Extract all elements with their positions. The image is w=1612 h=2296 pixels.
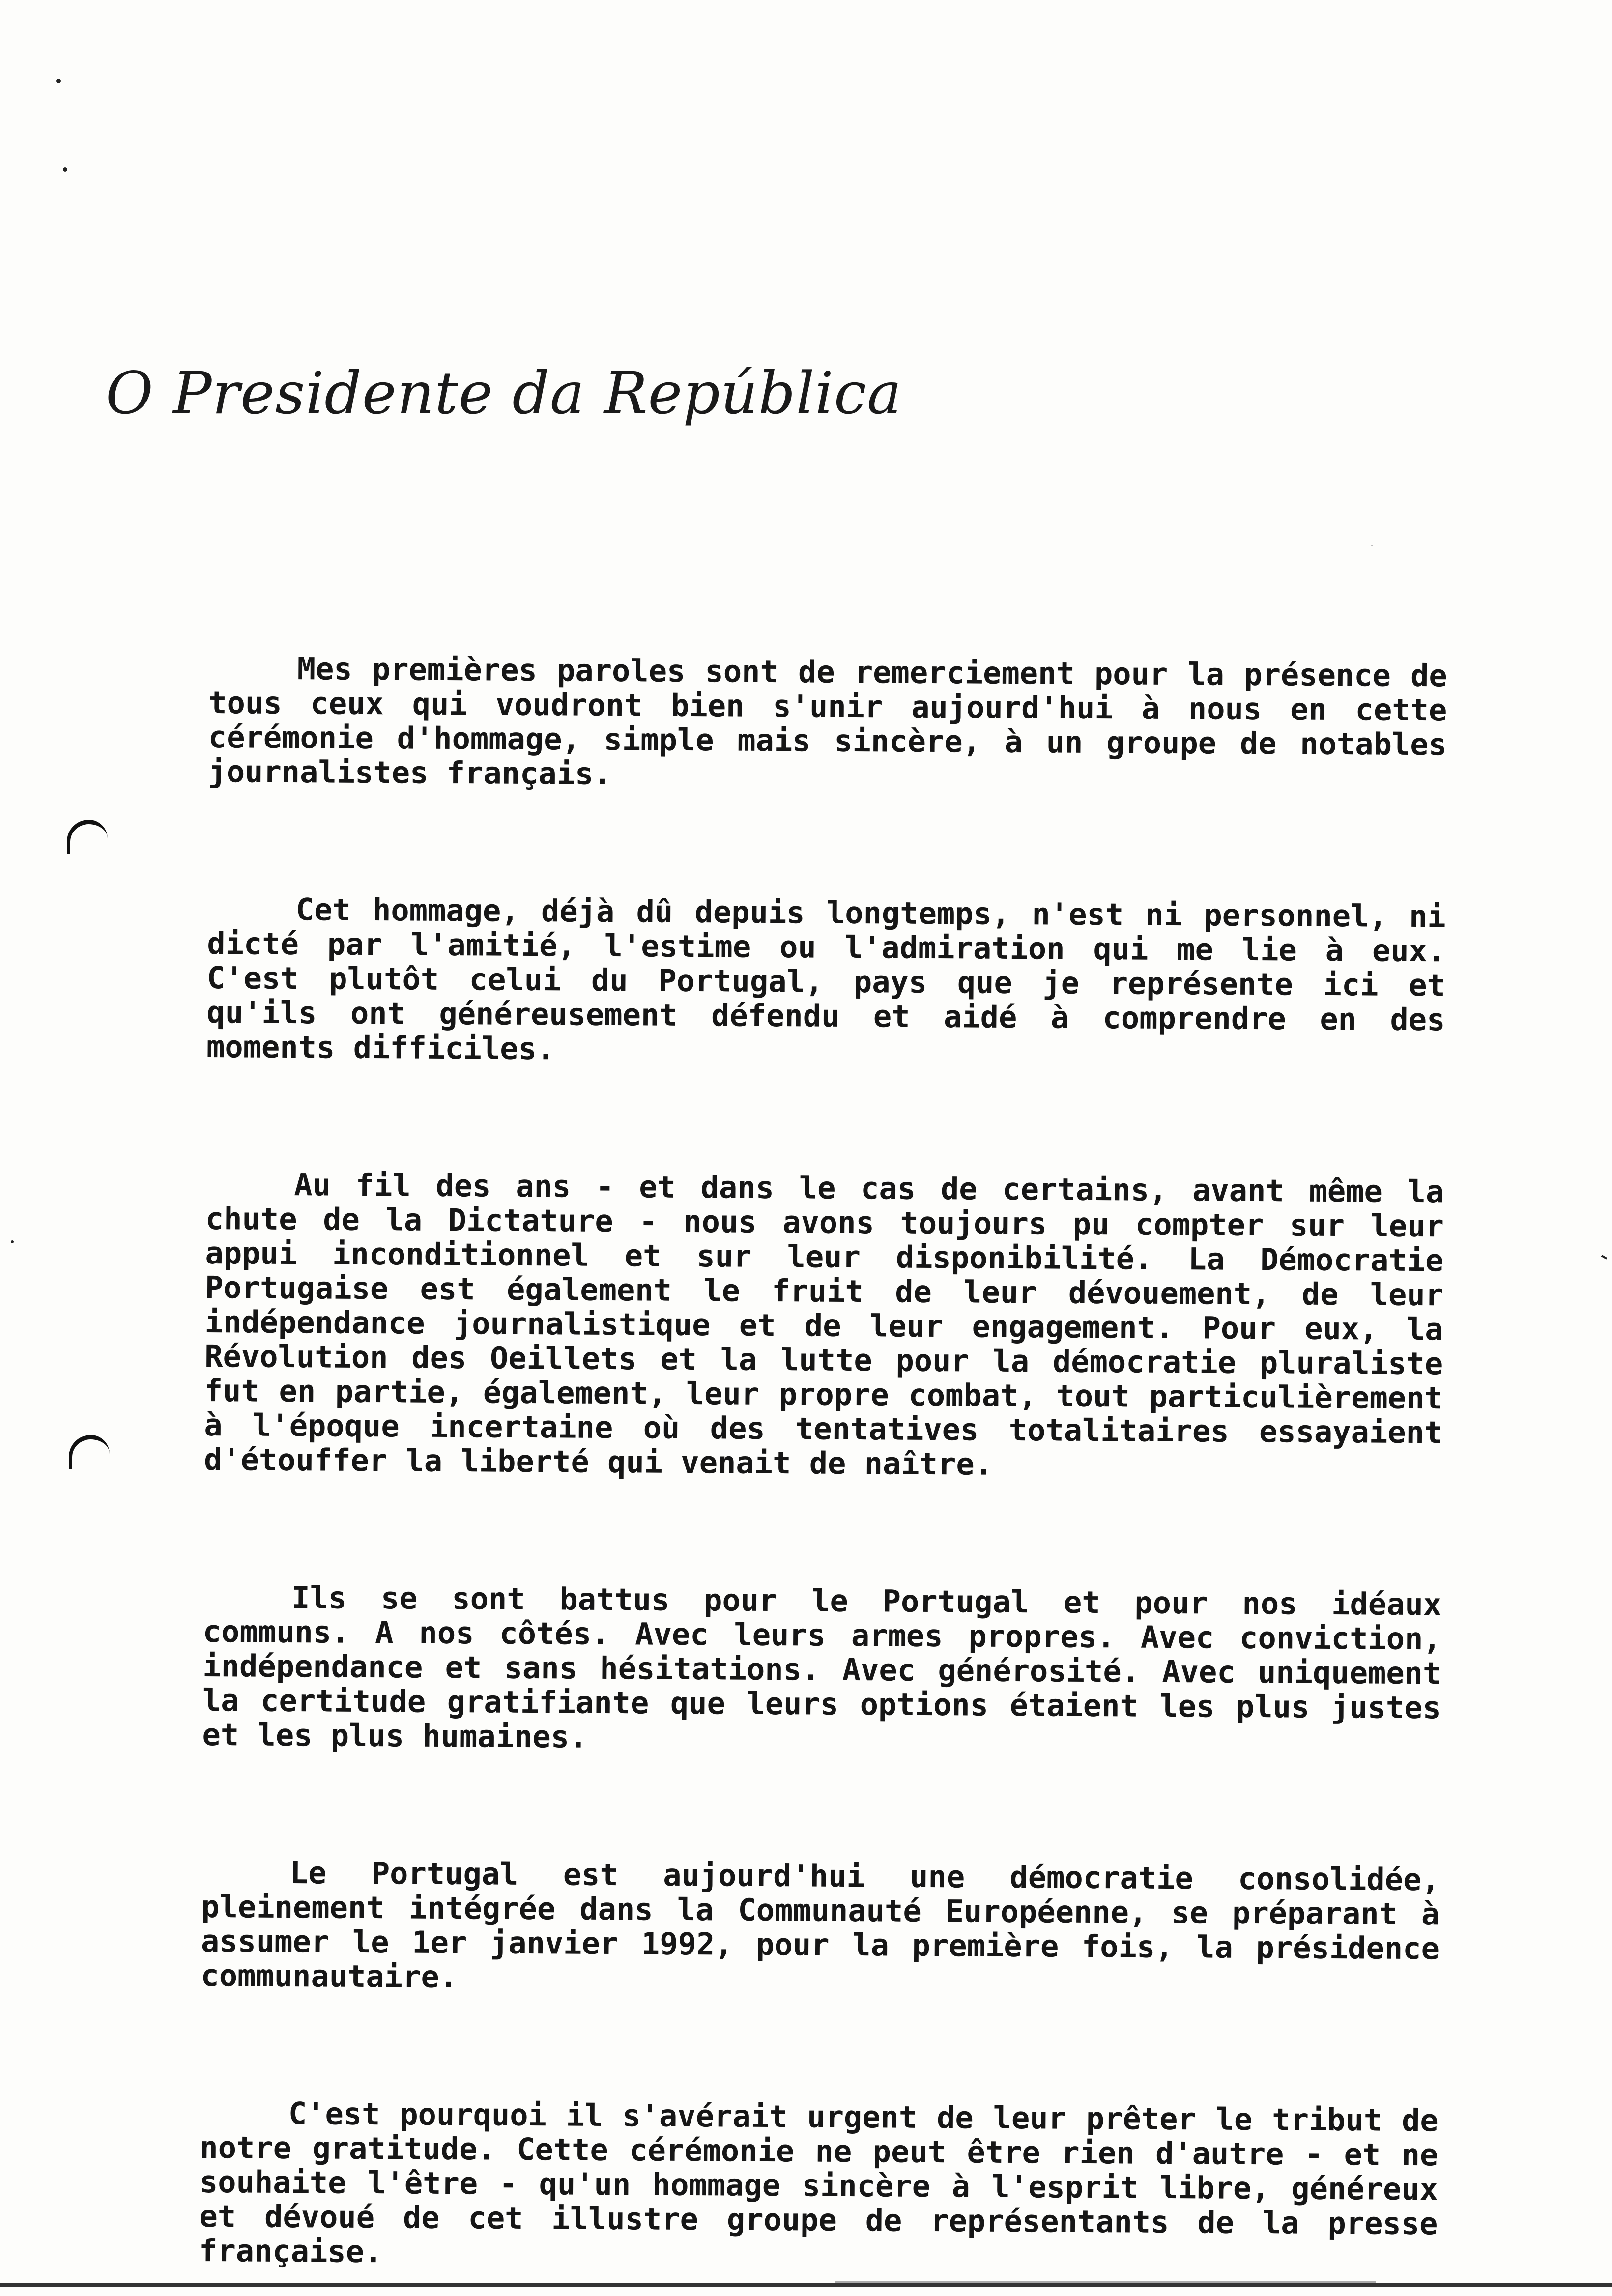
paragraph-homage: Cet hommage, déjà dû depuis longtemps, n'est ni personnel, ni dicté par l'amitié, l'estime ou l'admiration qui me lie à eux. C'est plutôt celui du Portugal, pays que je représente ici et qu'ils ont généreusement défendu et aidé à comprendre en des moments difficiles.: [206, 891, 1446, 1067]
hole-punch-mark-top: [67, 820, 108, 854]
scan-speck: [1371, 545, 1373, 546]
letterhead-title: O Presidente da República: [106, 359, 902, 427]
letter-body: [199, 651, 1447, 2275]
paragraph-portugal-today: Le Portugal est aujourd'hui une démocratie consolidée, pleinement intégrée dans la Communauté Européenne, se préparant à assumer le 1er janvier 1992, pour la première fois, la présidence communautaire.: [201, 1855, 1440, 1995]
paragraph-thanks: Mes premières paroles sont de remerciement pour la présence de tous ceux qui voudront bien s'unir aujourd'hui à nous en cette cérémonie d'hommage, simple mais sincère, à un groupe de notables journalistes français.: [208, 651, 1447, 792]
bottom-scan-edge: [0, 2283, 1612, 2287]
scan-speck: [11, 1240, 14, 1243]
paragraph-struggle: Ils se sont battus pour le Portugal et pour nos idéaux communs. A nos côtés. Avec leurs armes propres. Avec conviction, indépendance et sans hésitations. Avec générosité. Avec uniquement la certitude gratifiante que leurs options étaient les plus justes et les plus humaines.: [202, 1579, 1442, 1755]
paragraph-gratitude: C'est pourquoi il s'avérait urgent de leur prêter le tribut de notre gratitude. Cette cérémonie ne peut être rien d'autre - et ne souhaite l'être - qu'un hommage sincère à l'esprit libre, généreux et dévoué de cet illustre groupe de représentants de la presse française.: [199, 2095, 1439, 2270]
hole-punch-mark-bottom: [69, 1435, 110, 1469]
scan-speck: [63, 167, 67, 172]
paragraph-support: Au fil des ans - et dans le cas de certains, avant même la chute de la Dictature - nous avons toujours pu compter sur leur appui inconditionnel et sur leur disponibilité. La Démocratie Portugaise est également le fruit de leur dévouement, de leur indépendance journalistique et de leur engagement. Pour eux, la Révolution des Oeillets et la lutte pour la démocratie pluraliste fut en partie, également, leur propre combat, tout particulièrement à l'époque incertaine où des tentatives totalitaires essayaient d'étouffer la liberté qui venait de naître.: [203, 1167, 1444, 1482]
scan-speck: [56, 79, 61, 83]
scan-speck: [1601, 1255, 1607, 1259]
